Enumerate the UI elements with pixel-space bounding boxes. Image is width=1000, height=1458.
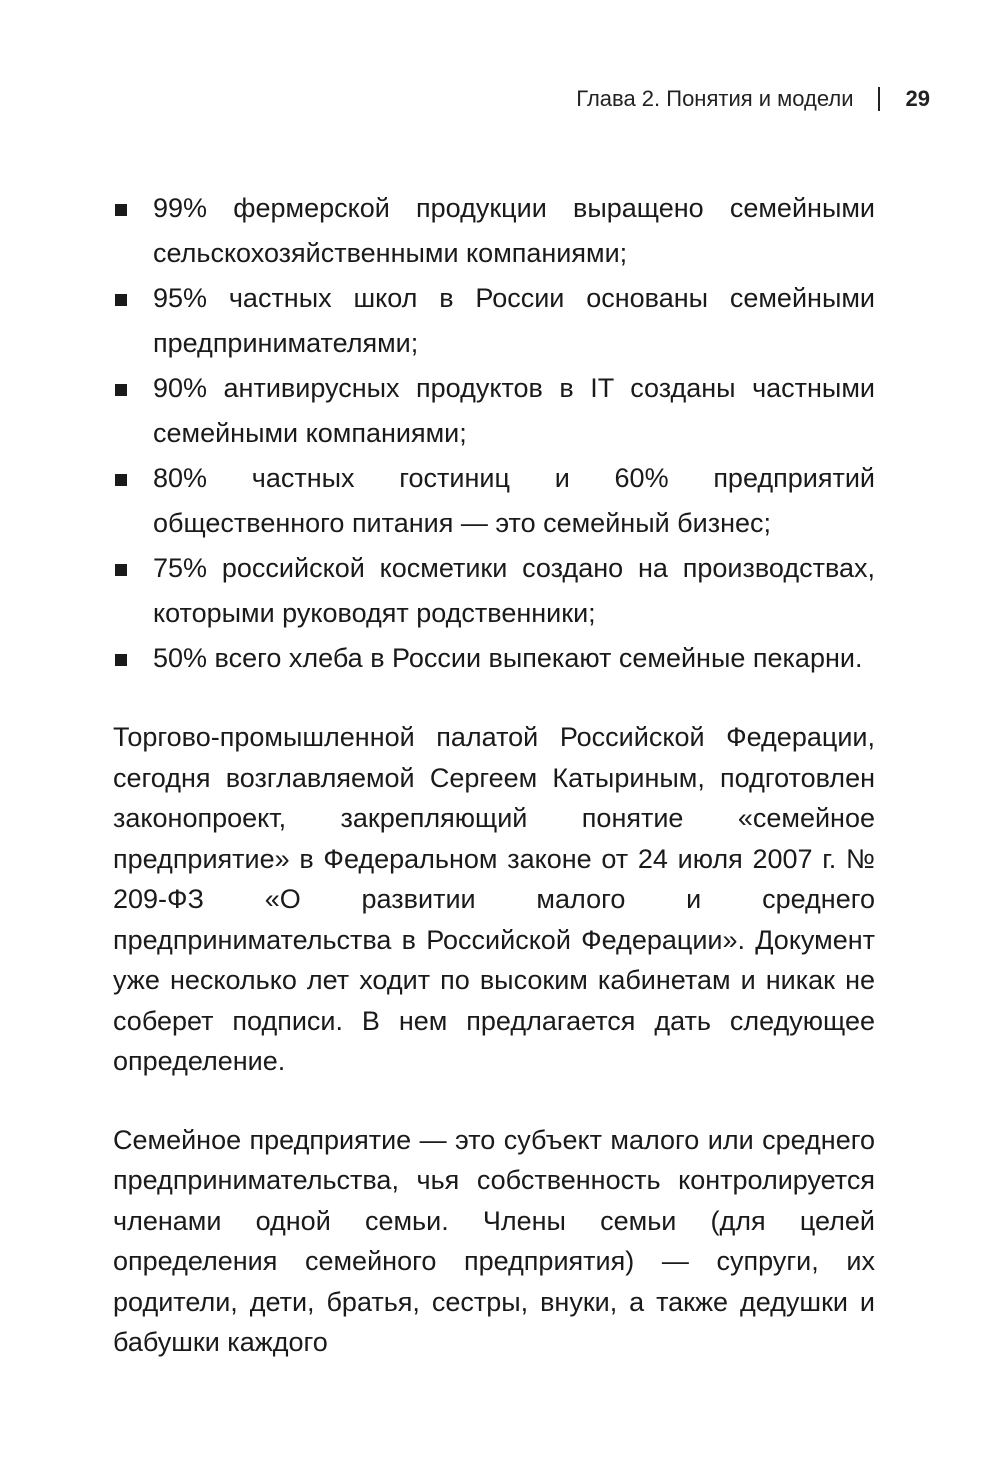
statistics-list <box>113 186 875 681</box>
header-divider <box>878 87 880 111</box>
list-item <box>113 276 875 366</box>
running-header <box>576 86 930 112</box>
square-bullet-icon <box>115 654 127 666</box>
list-item-text: 50% всего хлеба в России выпекают семейные пекарни. <box>153 643 863 673</box>
list-item-text: 75% российской косметики создано на производствах, которыми руководят родственники; <box>153 553 875 628</box>
square-bullet-icon <box>115 294 127 306</box>
chapter-title: Глава 2. Понятия и модели <box>576 86 854 111</box>
list-item <box>113 546 875 636</box>
paragraph-law-draft: Торгово-промышленной палатой Российской Федерации, сегодня возглавляемой Сергеем Катыриным, подготовлен законопроект, закрепляющий понятие «семейное предприятие» в Федеральном законе от 24 июля 2007 г. № 209-ФЗ «О развитии малого и среднего предпринимательства в Российской Федерации». Документ уже несколько лет ходит по высоким кабинетам и никак не соберет подписи. В нем предлагается дать следующее определение. <box>113 722 875 1076</box>
paragraph-definition: Семейное предприятие — это субъект малого или среднего предпринимательства, чья собственность контролируется членами одной семьи. Члены семьи (для целей определения семейного предприятия) — супруги, их родители, дети, братья, сестры, внуки, а также дедушки и бабушки каждого <box>113 1124 875 1357</box>
list-item <box>113 636 875 681</box>
list-item <box>113 186 875 276</box>
square-bullet-icon <box>115 474 127 486</box>
list-item-text: 99% фермерской продукции выращено семейными сельскохозяйственными компаниями; <box>153 193 875 268</box>
square-bullet-icon <box>115 204 127 216</box>
page-body <box>113 186 875 1363</box>
list-item <box>113 366 875 456</box>
list-item-text: 90% антивирусных продуктов в IT созданы частными семейными компаниями; <box>153 373 875 448</box>
list-item-text: 80% частных гостиниц и 60% предприятий общественного питания — это семейный бизнес; <box>153 463 875 538</box>
list-item <box>113 456 875 546</box>
square-bullet-icon <box>115 384 127 396</box>
list-item-text: 95% частных школ в России основаны семейными предпринимателями; <box>153 283 875 358</box>
page-number: 29 <box>905 86 930 111</box>
square-bullet-icon <box>115 564 127 576</box>
